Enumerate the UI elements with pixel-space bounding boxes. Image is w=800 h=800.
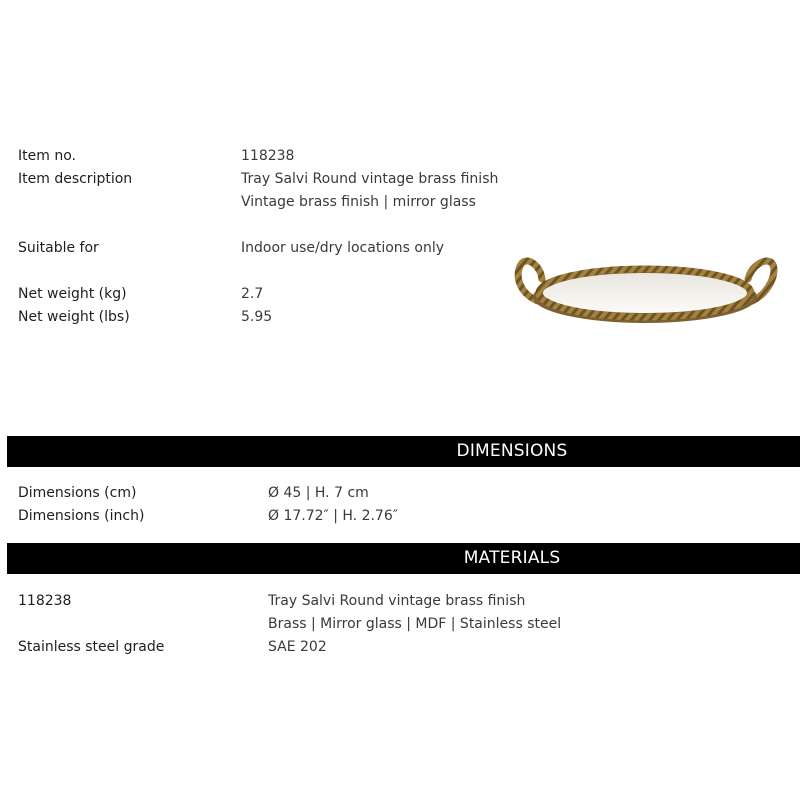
spec-value-item-description: Tray Salvi Round vintage brass finish xyxy=(241,171,499,187)
dimensions-value-inch: Ø 17.72″ | H. 2.76″ xyxy=(268,508,398,524)
dimensions-label-inch: Dimensions (inch) xyxy=(18,508,145,524)
dimensions-title: DIMENSIONS xyxy=(456,441,568,461)
spec-label-net-weight-lbs: Net weight (lbs) xyxy=(18,309,130,325)
materials-label-steel-grade: Stainless steel grade xyxy=(18,639,165,655)
spec-label-item-description: Item description xyxy=(18,171,133,187)
spec-value-net-weight-kg: 2.7 xyxy=(241,286,264,302)
round-rope-tray-with-handles-icon xyxy=(512,253,778,329)
dimensions-header xyxy=(7,436,800,467)
materials-value-description: Tray Salvi Round vintage brass finish xyxy=(268,593,526,609)
dimensions-label-cm: Dimensions (cm) xyxy=(18,485,137,501)
spec-label-item-no: Item no. xyxy=(18,148,76,164)
spec-value-item-finish: Vintage brass finish | mirror glass xyxy=(241,194,476,210)
dimensions-value-cm: Ø 45 | H. 7 cm xyxy=(268,485,369,501)
materials-header xyxy=(7,543,800,574)
spec-label-suitable-for: Suitable for xyxy=(18,240,99,256)
spec-value-suitable-for: Indoor use/dry locations only xyxy=(241,240,445,256)
materials-label-item-no: 118238 xyxy=(18,593,72,609)
spec-label-net-weight-kg: Net weight (kg) xyxy=(18,286,127,302)
materials-value-steel-grade: SAE 202 xyxy=(268,639,327,655)
materials-value-materials: Brass | Mirror glass | MDF | Stainless steel xyxy=(268,616,562,632)
spec-value-item-no: 118238 xyxy=(241,148,295,164)
materials-title: MATERIALS xyxy=(463,548,561,568)
product-image xyxy=(512,253,778,329)
spec-value-net-weight-lbs: 5.95 xyxy=(241,309,273,325)
